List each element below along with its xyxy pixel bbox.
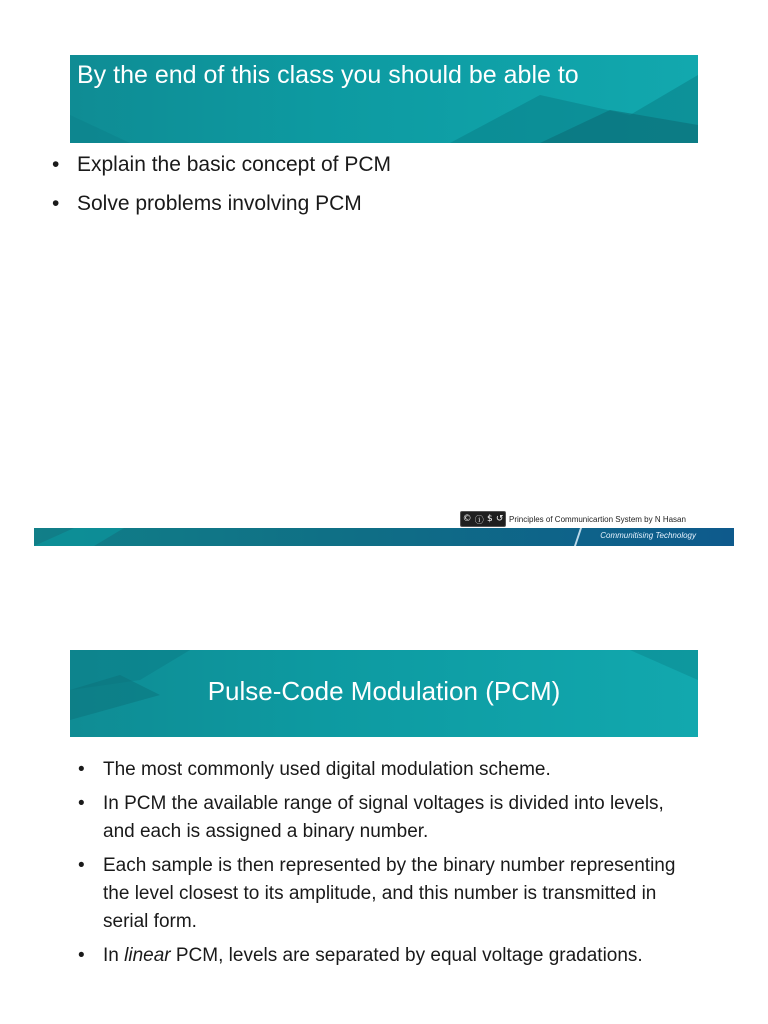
bullet-list: [78, 756, 678, 976]
bullet-list: [52, 152, 692, 230]
footer-tagline: Communitising Technology: [600, 531, 696, 540]
slide-title-bar: [70, 55, 698, 143]
bullet-icon: •: [78, 759, 85, 780]
bullet-item: [78, 756, 678, 784]
slide-title-bar: [70, 650, 698, 737]
bullet-text-emphasis: linear: [124, 945, 171, 966]
bullet-text-lead: In: [103, 945, 125, 966]
bullet-text: Solve problems involving PCM: [77, 192, 362, 215]
bullet-icon: •: [52, 192, 60, 215]
bullet-item: [78, 852, 678, 936]
slide-2: [0, 600, 768, 1024]
slide-title: By the end of this class you should be able to: [77, 61, 579, 89]
bullet-text-rest: PCM, levels are separated by equal voltage gradations.: [170, 945, 643, 966]
bullet-text: In PCM the available range of signal voltages is divided into levels, and each is assigned a binary number.: [103, 793, 664, 842]
bullet-text: The most commonly used digital modulation scheme.: [103, 759, 551, 780]
bullet-text: Explain the basic concept of PCM: [77, 153, 391, 176]
bullet-text: Each sample is then represented by the binary number representing the level closest to its amplitude, and this number is transmitted in serial form.: [103, 855, 676, 932]
bullet-icon: •: [78, 945, 85, 966]
bullet-item: [78, 790, 678, 846]
bullet-item: [52, 152, 692, 178]
bullet-icon: •: [52, 153, 60, 176]
creative-commons-icon: © ⓘ $ ↺: [460, 511, 506, 527]
footer-credit-text: Principles of Communicartion System by N Hasan: [509, 514, 686, 524]
bullet-item: [52, 191, 692, 217]
footer-bar: [34, 528, 734, 546]
bullet-icon: •: [78, 855, 85, 876]
bullet-item: [78, 942, 678, 970]
bullet-text: [103, 945, 643, 966]
bullet-icon: •: [78, 793, 85, 814]
slide-title: Pulse-Code Modulation (PCM): [207, 676, 561, 706]
footer-credit: [460, 511, 686, 527]
